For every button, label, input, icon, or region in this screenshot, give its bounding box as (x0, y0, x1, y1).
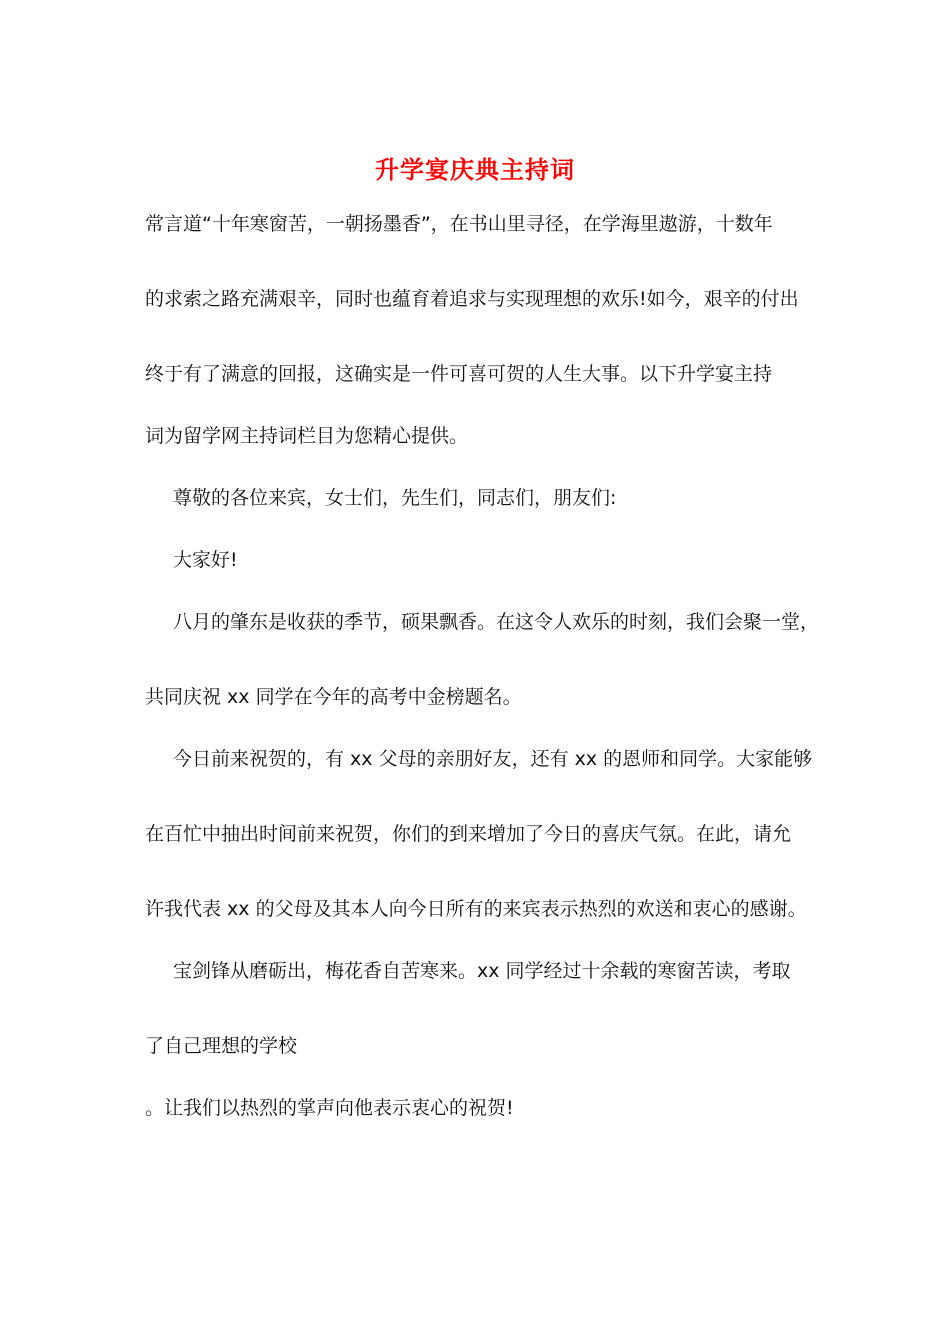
paragraph-line-7: 八月的肇东是收获的季节，硕果飘香。在这令人欢乐的时刻，我们会聚一堂， (173, 611, 820, 633)
paragraph-line-2: 的求索之路充满艰辛，同时也蕴育着追求与实现理想的欢乐!如今，艰辛的付出 (145, 288, 799, 310)
hello-line: 大家好! (173, 549, 238, 571)
paragraph-line-1: 常言道“十年寒窗苦，一朝扬墨香”，在书山里寻径，在学海里遨游，十数年 (145, 213, 773, 235)
document-title: 升学宴庆典主持词 (375, 155, 575, 184)
greeting-line: 尊敬的各位来宾，女士们，先生们，同志们，朋友们: (173, 487, 617, 509)
paragraph-line-10: 在百忙中抽出时间前来祝贺，你们的到来增加了今日的喜庆气氛。在此，请允 (145, 823, 792, 845)
paragraph-line-11: 许我代表 xx 的父母及其本人向今日所有的来宾表示热烈的欢送和衷心的感谢。 (145, 898, 807, 920)
paragraph-line-9: 今日前来祝贺的，有 xx 父母的亲朋好友，还有 xx 的恩师和同学。大家能够 (173, 748, 813, 770)
paragraph-line-12: 宝剑锋从磨砺出，梅花香自苦寒来。xx 同学经过十余载的寒窗苦读，考取 (173, 960, 791, 982)
paragraph-line-3: 终于有了满意的回报，这确实是一件可喜可贺的人生大事。以下升学宴主持 (145, 363, 773, 385)
paragraph-line-8: 共同庆祝 xx 同学在今年的高考中金榜题名。 (145, 686, 522, 708)
paragraph-line-14: 。让我们以热烈的掌声向他表示衷心的祝贺! (145, 1097, 514, 1119)
paragraph-line-4: 词为留学网主持词栏目为您精心提供。 (145, 425, 469, 447)
paragraph-line-13: 了自己理想的学校 (145, 1035, 298, 1057)
